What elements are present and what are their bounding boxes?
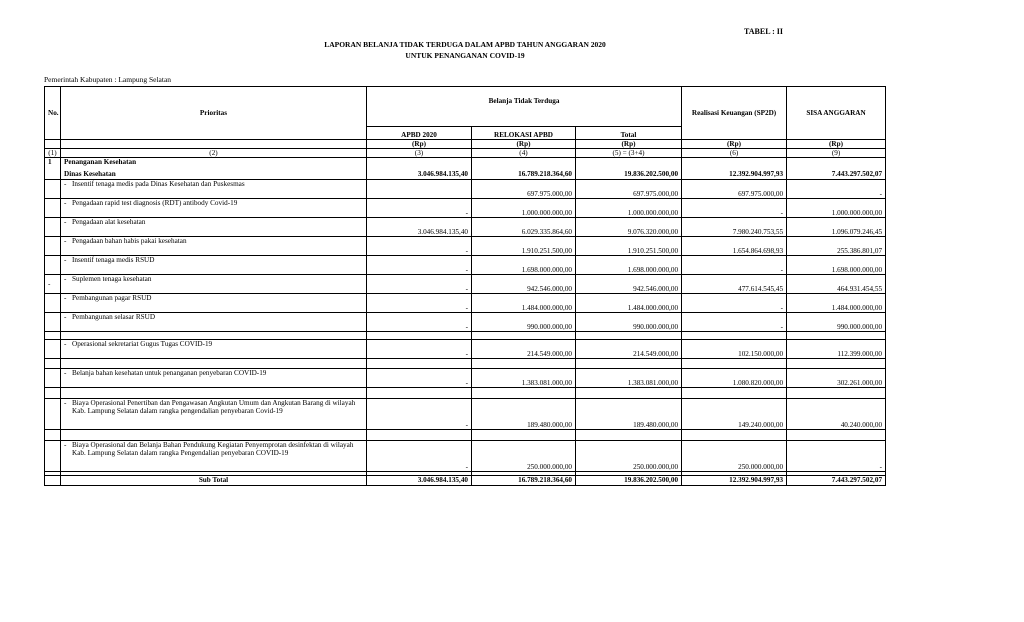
item-realisasi: 697.975.000,00 xyxy=(682,180,787,199)
item-sisa: - xyxy=(787,180,886,199)
item-mark xyxy=(45,294,61,313)
bullet-dash: - xyxy=(64,275,67,283)
list-item xyxy=(45,294,886,313)
report-title: LAPORAN BELANJA TIDAK TERDUGA DALAM APBD TAHUN ANGGARAN 2020 xyxy=(324,40,606,49)
header-prioritas: Prioritas xyxy=(61,87,367,140)
item-sisa: 302.261.000,00 xyxy=(787,369,886,388)
item-sisa: 40.240.000,00 xyxy=(787,399,886,430)
item-name: Biaya Operasional Penertiban dan Pengawasan Angkutan Umum dan Angkutan Barang di wilayah Kab. Lampung Selatan dalam rangka pengendalian penyebaran Covid-19 xyxy=(72,399,356,415)
item-apbd: - xyxy=(367,294,472,313)
subtotal-sisa: 7.443.297.502,07 xyxy=(787,476,886,486)
bullet-dash: - xyxy=(64,441,67,449)
item-relokasi: 697.975.000,00 xyxy=(472,180,576,199)
item-relokasi: 1.000.000.000,00 xyxy=(472,199,576,218)
item-name: Operasional sekretariat Gugus Tugas COVID-19 xyxy=(72,340,213,348)
item-relokasi: 214.549.000,00 xyxy=(472,340,576,359)
item-mark xyxy=(45,369,61,388)
item-mark xyxy=(45,441,61,472)
item-mark: - xyxy=(45,275,61,294)
dinas-sisa: 7.443.297.502,07 xyxy=(787,170,886,180)
report-subtitle: UNTUK PENANGANAN COVID-19 xyxy=(405,51,525,60)
index-1: (1) xyxy=(45,149,61,158)
item-apbd: - xyxy=(367,399,472,430)
subtotal-row xyxy=(45,476,886,486)
dinas-apbd: 3.046.984.135,40 xyxy=(367,170,472,180)
item-relokasi: 189.480.000,00 xyxy=(472,399,576,430)
bullet-dash: - xyxy=(64,369,67,377)
table-number: TABEL : II xyxy=(744,27,783,36)
list-item xyxy=(45,369,886,388)
unit-realisasi: (Rp) xyxy=(682,140,787,149)
item-realisasi: - xyxy=(682,256,787,275)
unit-sisa: (Rp) xyxy=(787,140,886,149)
subtotal-total: 19.836.202.500,00 xyxy=(576,476,682,486)
index-3: (3) xyxy=(367,149,472,158)
bullet-dash: - xyxy=(64,218,67,226)
section-title: Penanganan Kesehatan xyxy=(61,158,367,170)
subtotal-apbd: 3.046.984.135,40 xyxy=(367,476,472,486)
item-mark xyxy=(45,256,61,275)
index-2: (2) xyxy=(61,149,367,158)
government-label: Pemerintah Kabupaten : Lampung Selatan xyxy=(44,75,172,84)
item-mark xyxy=(45,313,61,332)
item-mark xyxy=(45,237,61,256)
item-total: 250.000.000,00 xyxy=(576,441,682,472)
item-total: 214.549.000,00 xyxy=(576,340,682,359)
item-relokasi: 942.546.000,00 xyxy=(472,275,576,294)
bullet-dash: - xyxy=(64,199,67,207)
list-item xyxy=(45,275,886,294)
item-sisa: 255.386.801,07 xyxy=(787,237,886,256)
item-mark xyxy=(45,218,61,237)
list-item xyxy=(45,399,886,430)
item-apbd: - xyxy=(367,199,472,218)
item-mark xyxy=(45,199,61,218)
item-apbd xyxy=(367,180,472,199)
item-realisasi: - xyxy=(682,313,787,332)
item-sisa: 1.484.000.000,00 xyxy=(787,294,886,313)
header-no: No. xyxy=(45,87,61,140)
item-total: 942.546.000,00 xyxy=(576,275,682,294)
item-total: 1.910.251.500,00 xyxy=(576,237,682,256)
item-apbd: - xyxy=(367,313,472,332)
bullet-dash: - xyxy=(64,313,67,321)
item-name: Pengadaan bahan habis pakai kesehatan xyxy=(72,237,187,245)
item-total: 1.000.000.000,00 xyxy=(576,199,682,218)
item-realisasi: 1.654.864.698,93 xyxy=(682,237,787,256)
item-name: Pembangunan pagar RSUD xyxy=(72,294,152,302)
item-name: Biaya Operasional dan Belanja Bahan Pendukung Kegiatan Penyemprotan desinfektan di wilayah Kab. Lampung Selatan dalam rangka Pengendalian penyebaran COVID-19 xyxy=(72,441,354,457)
item-relokasi: 1.383.081.000,00 xyxy=(472,369,576,388)
header-belanja: Belanja Tidak Terduga xyxy=(367,87,682,127)
item-realisasi: 477.614.545,45 xyxy=(682,275,787,294)
list-item xyxy=(45,313,886,332)
bullet-dash: - xyxy=(64,294,67,302)
item-sisa: 1.698.000.000,00 xyxy=(787,256,886,275)
dinas-name: Dinas Kesehatan xyxy=(61,170,367,180)
unit-relokasi: (Rp) xyxy=(472,140,576,149)
bullet-dash: - xyxy=(64,399,67,407)
header-realisasi: Realisasi Keuangan (SP2D) xyxy=(682,87,787,140)
item-relokasi: 1.910.251.500,00 xyxy=(472,237,576,256)
section-number: 1 xyxy=(45,158,61,170)
item-relokasi: 1.484.000.000,00 xyxy=(472,294,576,313)
item-relokasi: 6.029.335.864,60 xyxy=(472,218,576,237)
item-realisasi: 149.240.000,00 xyxy=(682,399,787,430)
list-item xyxy=(45,237,886,256)
item-name: Insentif tenaga medis pada Dinas Kesehatan dan Puskesmas xyxy=(72,180,245,188)
item-relokasi: 990.000.000,00 xyxy=(472,313,576,332)
bullet-dash: - xyxy=(64,340,67,348)
item-name: Pembangunan selasar RSUD xyxy=(72,313,156,321)
dinas-relokasi: 16.789.218.364,60 xyxy=(472,170,576,180)
unit-total: (Rp) xyxy=(576,140,682,149)
item-realisasi: 102.150.000,00 xyxy=(682,340,787,359)
unit-apbd: (Rp) xyxy=(367,140,472,149)
item-name: Suplemen tenaga kesehatan xyxy=(72,275,152,283)
header-sisa: SISA ANGGARAN xyxy=(787,87,886,140)
item-realisasi: - xyxy=(682,294,787,313)
item-sisa: 990.000.000,00 xyxy=(787,313,886,332)
subtotal-realisasi: 12.392.904.997,93 xyxy=(682,476,787,486)
item-sisa: - xyxy=(787,441,886,472)
item-total: 9.076.320.000,00 xyxy=(576,218,682,237)
item-sisa: 464.931.454,55 xyxy=(787,275,886,294)
item-realisasi: 1.080.820.000,00 xyxy=(682,369,787,388)
index-4: (4) xyxy=(472,149,576,158)
item-apbd: - xyxy=(367,275,472,294)
index-6: (6) xyxy=(682,149,787,158)
item-sisa: 112.399.000,00 xyxy=(787,340,886,359)
item-apbd: - xyxy=(367,369,472,388)
list-item xyxy=(45,199,886,218)
list-item xyxy=(45,256,886,275)
item-mark xyxy=(45,340,61,359)
item-name: Pengadaan rapid test diagnosis (RDT) antibody Covid-19 xyxy=(72,199,238,207)
item-apbd: - xyxy=(367,441,472,472)
list-item xyxy=(45,340,886,359)
item-total: 1.383.081.000,00 xyxy=(576,369,682,388)
item-total: 990.000.000,00 xyxy=(576,313,682,332)
item-apbd: - xyxy=(367,256,472,275)
item-name: Insentif tenaga medis RSUD xyxy=(72,256,155,264)
index-5: (5) = (3+4) xyxy=(576,149,682,158)
item-total: 1.698.000.000,00 xyxy=(576,256,682,275)
item-relokasi: 1.698.000.000,00 xyxy=(472,256,576,275)
list-item xyxy=(45,180,886,199)
item-realisasi: - xyxy=(682,199,787,218)
item-total: 1.484.000.000,00 xyxy=(576,294,682,313)
index-9: (9) xyxy=(787,149,886,158)
bullet-dash: - xyxy=(64,237,67,245)
header-relokasi: RELOKASI APBD xyxy=(472,127,576,140)
subtotal-relokasi: 16.789.218.364,60 xyxy=(472,476,576,486)
item-relokasi: 250.000.000,00 xyxy=(472,441,576,472)
item-realisasi: 250.000.000,00 xyxy=(682,441,787,472)
item-sisa: 1.096.079.246,45 xyxy=(787,218,886,237)
item-apbd: - xyxy=(367,340,472,359)
item-realisasi: 7.980.240.753,55 xyxy=(682,218,787,237)
item-sisa: 1.000.000.000,00 xyxy=(787,199,886,218)
dinas-realisasi: 12.392.904.997,93 xyxy=(682,170,787,180)
item-total: 697.975.000,00 xyxy=(576,180,682,199)
report-table xyxy=(44,86,886,486)
item-apbd: - xyxy=(367,237,472,256)
item-apbd: 3.046.984.135,40 xyxy=(367,218,472,237)
item-total: 189.480.000,00 xyxy=(576,399,682,430)
item-mark xyxy=(45,399,61,430)
item-mark xyxy=(45,180,61,199)
bullet-dash: - xyxy=(64,180,67,188)
header-apbd: APBD 2020 xyxy=(367,127,472,140)
item-name: Belanja bahan kesehatan untuk penanganan penyebaran COVID-19 xyxy=(72,369,267,377)
bullet-dash: - xyxy=(64,256,67,264)
subtotal-label: Sub Total xyxy=(61,476,367,486)
header-total: Total xyxy=(576,127,682,140)
dinas-total: 19.836.202.500,00 xyxy=(576,170,682,180)
list-item xyxy=(45,218,886,237)
item-name: Pengadaan alat kesehatan xyxy=(72,218,146,226)
list-item xyxy=(45,441,886,472)
